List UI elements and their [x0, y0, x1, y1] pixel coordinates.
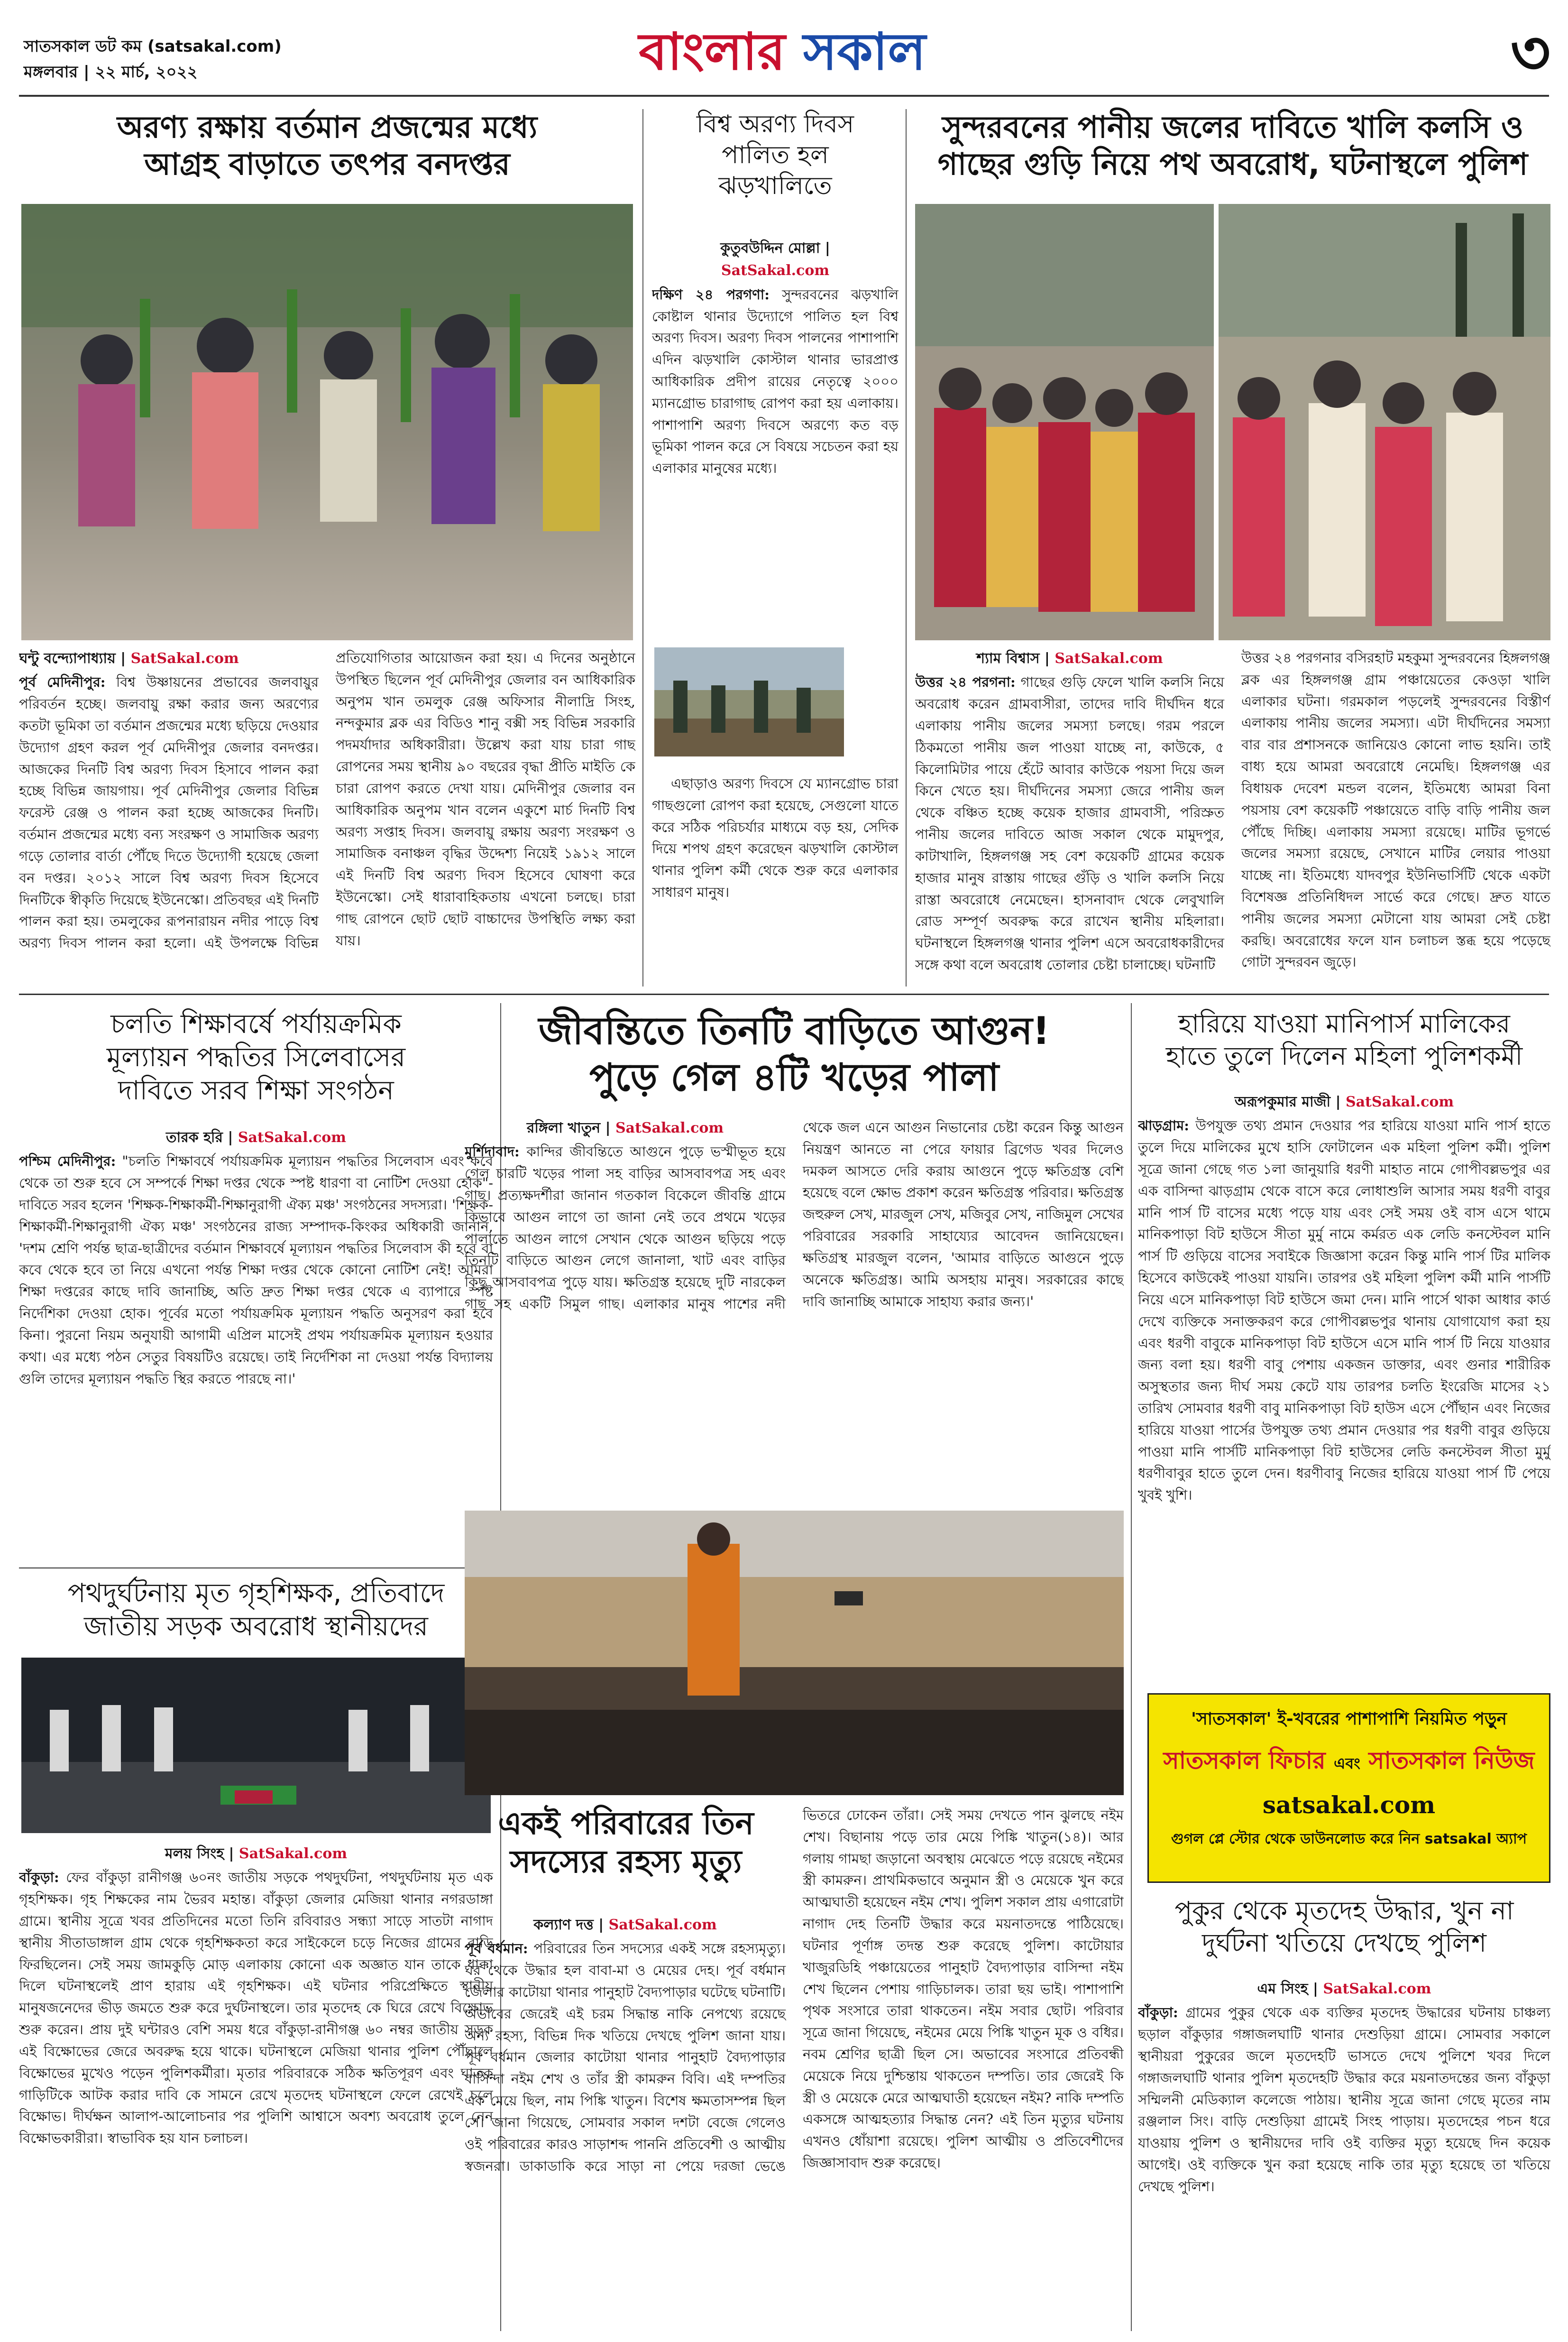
headline-line: বিশ্ব অরণ্য দিবস [696, 110, 854, 138]
photo-children-saplings [21, 204, 633, 640]
article-purse [1138, 1008, 1550, 1681]
article-text: গাছের গুড়ি ফেলে খালি কলসি নিয়ে অবরোধ করেন গ্রামবাসীরা, তাদের দাবি দীর্ঘদিন ধরে এলাকায় পানীয় জলের সমস্যা চলছে। গরম পরলে ঠিকমতো পানীয় জল পাওয়া যাচ্ছে না, কাউকে, ৫ কিলোমিটার পায়ে হেঁটে আবার কাউকে পয়সা দিয়ে জল কিনে খেতে হয়। দীর্ঘদিনের সমস্যা জেরে পানীয় জল থেকে বঞ্চিত হচ্ছে কয়েক হাজার গ্রামবাসী, পরিস্রুত পানীয় জলের দাবিতে আজ সকাল থেকে মামুদপুর, কাটাখালি, হিঙ্গলগঞ্জ সহ বেশ কয়েকটি গ্রামের কয়েক হাজার মানুষ রাস্তায় গাছের গুঁড়ি ও খালি কলসি নিয়ে রাস্তা অবরোধে নেমেছেন। হাসনাবাদ থেকে লেবুখালি রোড সম্পূর্ণ অবরুদ্ধ করে রাখেন স্থানীয় মহিলারা। ঘটনাস্থলে হিঙ্গলগঞ্জ থানার পুলিশ এসে অবরোধকারীদের সঙ্গে কথা বলে অবরোধ তোলার চেষ্টা চালাচ্ছে। ঘটনাটি [915, 674, 1224, 973]
byline-site: SatSakal.com [608, 1917, 717, 1933]
article-text: এছাড়াও অরণ্য দিবসে যে ম্যানগ্রোভ চারা গাছগুলো রোপণ করা হয়েছে, সেগুলো যাতে করে সঠিক পরিচর্যার মাধ্যমে বড় হয়, সেদিক দিয়ে শপথ গ্রহণ করেছেন ঝড়খালি কোস্টাল থানার পুলিশ কর্মী থেকে শুরু করে এলাকার সাধারণ মানুষ। [652, 775, 899, 901]
article-text: উত্তর ২৪ পরগনার বসিরহাট মহকুমা সুন্দরবনের হিঙ্গলগঞ্জ ব্লক এর হিঙ্গলগঞ্জ গ্রাম পঞ্চায়েতের কেওড়া খালি এলাকার ঘটনা। গরমকাল পড়লেই সুন্দরবনের বিস্তীর্ণ এলাকায় পানীয় জলের সমস্যা। এটা দীর্ঘদিনের সমস্যা বার বার প্রশাসনকে জানিয়েও কোনো লাভ হয়নি। তাই বাধ্য হয়ে আমরা অবরোধে নেমেছি। হিঙ্গলগঞ্জ এর বিধায়ক দেবেশ মন্ডল বলেন, ইতিমধ্যে আমরা বিনা পয়সায় বেশ কয়েকটি পঞ্চায়েতে বাড়ি বাড়ি পানীয় জল পৌঁছে দিচ্ছি। এলাকায় সমস্যা রয়েছে। মাটির ভূগর্ভে জলের সমস্যা রয়েছে, সেখানে মাটির লেয়ার পাওয়া যাচ্ছে না। ইতিমধ্যে যাদবপুর ইউনিভার্সিটি থেকে একটা বিশেষজ্ঞ প্রতিনিধিদল সার্ভে করে গেছে। দ্রুত যাতে পানীয় জলের সমস্যা মেটানো যায় আমরা সেই চেষ্টা করছি। অবরোধের ফলে যান চলাচল স্তব্ধ হয়ে পড়েছে গোটা সুন্দরবন জুড়ে। [1241, 650, 1550, 970]
article-jharkhali [652, 109, 899, 987]
photo-mangrove-planting [654, 647, 844, 756]
advert-box [1147, 1693, 1550, 1883]
byline [19, 1126, 493, 1149]
article-text: গ্রামের পুকুর থেকে এক ব্যক্তির মৃতদেহ উদ্ধারের ঘটনায় চাঞ্চল্য ছড়াল বাঁকুড়ার গঙ্গাজলঘাটি থানার দেশুড়িয়া গ্রামে। সোমবার সকালে স্থানীয়রা পুকুরের জলে মৃতদেহটি ভাসতে দেখে পুলিশে খবর দিলে গঙ্গাজলঘাটি থানার পুলিশ মৃতদেহটি উদ্ধার করে ময়নাতদন্তের জন্য বাঁকুড়া সম্মিলনী মেডিক্যাল কলেজে পাঠায়। স্থানীয় সূত্রে জানা গেছে মৃতের নাম রঞ্জলাল সিং। বাড়ি দেশুড়িয়া গ্রামেই সিংহ পাড়ায়। মৃতদেহের পচন ধরে যাওয়ায় পুলিশ ও স্থানীয়দের দাবি ওই ব্যক্তির মৃত্যু হয়েছে দিন কয়েক আগেই। ওই ব্যক্তিকে খুন করা হয়েছে নাকি তার মৃত্যু হয়েছে তা খতিয়ে দেখছে পুলিশ। [1138, 2004, 1550, 2194]
article-headline [19, 1008, 493, 1107]
advert-feature: সাতসকাল ফিচার [1163, 1747, 1326, 1774]
dateline-location: বাঁকুড়া: [1138, 2004, 1178, 2021]
article-body-bottom [652, 773, 899, 984]
byline-name: তারক হরি | [166, 1129, 233, 1146]
photo-road-blockade [915, 204, 1214, 640]
byline-name: শ্যাম বিশ্বাস | [976, 650, 1050, 667]
dateline-location: পূর্ব বর্ধমান: [465, 1940, 528, 1957]
article-text: সুন্দরবনের ঝড়খালি কোষ্টাল থানার উদ্যোগে পালিত হল বিশ্ব অরণ্য দিবস। অরণ্য দিবস পালনের পাশাপাশি এদিন ঝড়খালি কোস্টাল থানার ভারপ্রাপ্ত আধিকারিক প্রদীপ রায়ের নেতৃত্বে ২০০০ ম্যানগ্রোভ চারাগাছ রোপণ করা হয় এলাকায়। পাশাপাশি অরণ্য দিবসে অরণ্যে কত বড় ভূমিকা পালন করে সে বিষয়ে সচেতন করা হয় এলাকার মানুষের মধ্যে। [652, 286, 899, 477]
byline [465, 1117, 786, 1139]
headline-line: ঝড়খালিতে [718, 172, 832, 200]
dateline-location: দক্ষিণ ২৪ পরগণা: [652, 286, 770, 303]
headline-line: সুন্দরবনের পানীয় জলের দাবিতে খালি কলসি ও [942, 110, 1523, 145]
article-body [1138, 1978, 1550, 2329]
byline-site: SatSakal.com [130, 650, 239, 667]
section-divider [19, 994, 1549, 995]
article-body [465, 1117, 1124, 1506]
article-body [19, 1126, 493, 1558]
headline-line: দাবিতে সরব শিক্ষা সংগঠন [118, 1075, 394, 1106]
article-body [19, 647, 635, 982]
article-forest-youth [19, 109, 635, 987]
dateline-location: পূর্ব মেদিনীপুর: [19, 674, 106, 691]
column-divider [642, 109, 643, 987]
byline-site: SatSakal.com [1323, 1981, 1431, 1997]
article-body [915, 647, 1550, 982]
headline-line: পালিত হল [722, 141, 829, 169]
advert-products [1149, 1743, 1549, 1782]
byline-name: মলয় সিংহ | [165, 1845, 234, 1862]
masthead-site: সাতসকাল ডট কম (satsakal.com) [24, 37, 282, 56]
dateline-location: উত্তর ২৪ পরগনা: [915, 674, 1016, 691]
article-syllabus [19, 1008, 493, 1563]
column-divider [906, 109, 907, 987]
headline-line: চলতি শিক্ষাবর্ষে পর্যায়ক্রমিক [110, 1009, 402, 1040]
headline-line: অরণ্য রক্ষায় বর্তমান প্রজন্মের মধ্যে [117, 110, 538, 145]
article-headline [652, 109, 899, 202]
masthead-divider [19, 95, 1549, 97]
headline-line: আগ্রহ বাড়াতে তৎপর বনদপ্তর [144, 147, 510, 183]
article-mystery-death [465, 1805, 1124, 2331]
dateline-location: পশ্চিম মেদিনীপুর: [19, 1153, 116, 1170]
headline-line: পুকুর থেকে মৃতদেহ উদ্ধার, খুন না [1174, 1896, 1514, 1926]
byline [1138, 1978, 1550, 2000]
article-text: কান্দির জীবন্তিতে আগুনে পুড়ে ভস্মীভূত হয়ে গেল চারটি খড়ের পালা সহ বাড়ির আসবাবপত্র সহ এবং গাছ। প্রত্যক্ষদর্শীরা জানান গতকাল বিকেলে জীবন্তি গ্রামে কিভাবে আগুন লাগে তা জানা নেই তবে প্রথমে খড়ের পালাতে আগুন লাগে সেখান থেকে আগুন ছড়িয়ে পড়ে তিনটি বাড়িতে আগুন লেগে জানালা, খাট এবং বাড়ির কিছু আসবাবপত্র পুড়ে যায়। ক্ষতিগ্রস্ত হয়েছে দুটি নারকেল গাছ সহ একটি সিমুল গাছ। এলাকার মানুষ পাশের নদী থেকে জল এনে আগুন নিভানোর চেষ্টা করেন কিন্তু আগুন নিয়ন্ত্রণ আনতে না পেরে ফায়ার ব্রিগেড খবর দিলেও দমকল আসতে দেরি করায় আগুনে পুড়ে ক্ষতিগ্রস্ত বেশি হয়েছে বলে ক্ষোভ প্রকাশ করেন ক্ষতিগ্রস্ত পরিবার। ক্ষতিগ্রস্ত জহুরুল সেখ, মারজুল সেখ, মজিবুর সেখ, নাজিমুল সেখের পরিবারের সরকারি সাহায্যের আবেদন জানিয়েছেন। ক্ষতিগ্রস্থ মারজুল বলেন, 'আমার বাড়িতে আগুনে পুড়ে অনেকে ক্ষতিগ্রস্ত। আমি অসহায় মানুষ। সরকারের কাছে দাবি জানাচ্ছি আমাকে সাহায্য করার জন্য।' [465, 1119, 1124, 1312]
headline-line: দুর্ঘটনা খতিয়ে দেখছে পুলিশ [1202, 1927, 1486, 1958]
article-text: উপযুক্ত তথ্য প্রমান দেওয়ার পর হারিয়ে যাওয়া মানি পার্স হাতে তুলে দিয়ে মালিকের মুখে হাসি ফোটালেন এক মহিলা পুলিশ কর্মী। পুলিশ সূত্রে জানা গেছে গত ১লা জানুয়ারি ধরণী মাহাত নামে গোপীবল্লভপুর এর এক বাসিন্দা ঝাড়গ্রাম থেকে বাসে করে লোধাশুলি আসার সময় ধরণী বাবুর মানি পার্স টি বাসের মধ্যে পড়ে যায় এবং সেই সময় ওই বাস এসে থামে মানিকপাড়া বিট হাউসে সীতা মুর্মু নামে কর্মরত এক লেডি কনস্টেবল মানি পার্স টি গুড়িয়ে বাসের সবাইকে জিজ্ঞাসা করেন কিন্তু মানি পার্স টির মালিক হিসেবে কাউকেই পাওয়া যায়নি। তারপর ওই মহিলা পুলিশ কর্মী মানি পার্সটি নিয়ে এসে মানিকপাড়া বিট হাউসে জমা দেন। মানি পার্সে থাকা আধার কার্ড দেখে ব্যক্তিকে সনাক্তকরণ করে গোপীবল্লভপুর থানায় যোগাযোগ করা হয় এবং ধরণী বাবুকে মানিকপাড়া বিট হাউসে এসে মানি পার্স টি নিয়ে যাওয়ার জন্য বলা হয়। ধরণী বাবু পেশায় একজন ডাক্তার, এবং গুনার শারীরিক অসুস্থতার জন্য দীর্ঘ সময় কেটে যায় তারপর চলতি ইংরেজি মাসের ২১ তারিখ সোমবার ধরণী বাবু মানিকপাড়া বিট হাউস এসে পৌঁছান এবং নিজের হারিয়ে যাওয়া পার্সের উপযুক্ত তথ্য প্রমান দেওয়ার পর ধরণী বাবুর গুড়িয়ে পাওয়া মানি পার্সটি মানিকপাড়া বিট হাউসের লেডি কনস্টেবল সীতা মুর্মু ধরণীবাবুর হাতে তুলে দেন। ধরণীবাবু নিজের হারিয়ে যাওয়া পার্স টি পেয়ে খুবই খুশি। [1138, 1117, 1550, 1503]
headline-line: হারিয়ে যাওয়া মানিপার্স মালিকের [1178, 1009, 1510, 1039]
masthead-title [569, 21, 996, 83]
headline-spacer [465, 1805, 786, 1914]
headline-line: সদস্যের রহস্য মৃত্যু [510, 1843, 742, 1880]
byline [19, 647, 319, 670]
page-number: ৩ [1510, 17, 1550, 89]
article-headline [465, 1008, 1124, 1100]
advert-news: সাতসকাল নিউজ [1368, 1747, 1535, 1774]
byline-site: SatSakal.com [615, 1120, 724, 1136]
byline [465, 1914, 786, 1936]
advert-url[interactable]: satsakal.com [1262, 1791, 1436, 1819]
headline-line: জীবন্তিতে তিনটি বাড়িতে আগুন! [538, 1009, 1050, 1053]
byline-site: SatSakal.com [238, 1845, 348, 1862]
advert-and: এবং [1334, 1754, 1360, 1772]
byline-name: ঘন্টু বন্দ্যোপাধ্যায় | [19, 650, 126, 667]
byline-name: কল্যাণ দত্ত | [533, 1917, 604, 1933]
masthead-title-part2: সকাল [803, 22, 926, 82]
article-sundarban-water [915, 109, 1550, 987]
article-headline [915, 109, 1550, 183]
masthead [0, 0, 1568, 95]
dateline-location: ঝাড়গ্রাম: [1138, 1117, 1190, 1134]
article-text: পরিবারের তিন সদস্যের একই সঙ্গে রহস্যমৃত্যু। ঘর থেকে উদ্ধার হল বাবা-মা ও মেয়ের দেহ। পূর্ব বর্ধমান জেলার কাটোয়া থানার পানুহাট বৈদ্যপাড়ার ঘটেছে ঘটনাটি। অভাবের জেরেই এই চরম সিদ্ধান্ত নাকি নেপথ্যে রয়েছে অন্য রহস্য, বিভিন্ন দিক খতিয়ে দেখছে পুলিশ জানা যায়। পূর্ব বর্ধমান জেলার কাটোয়া থানার পানুহাট বৈদ্যপাড়ার বাসিন্দা নইম শেখ ও তাঁর স্ত্রী কামরুন বিবি। এই দম্পতির এক মেয়ে ছিল, নাম পিঙ্কি খাতুন। বিশেষ ক্ষমতাসম্পন্ন ছিল সে। জানা গিয়েছে, সোমবার সকাল দশটা বেজে গেলেও ওই পরিবারের কারও সাড়াশব্দ পাননি প্রতিবেশী ও আত্মীয় স্বজনরা। ডাকাডাকি করে সাড়া না পেয়ে দরজা ভেঙে ভিতরে ঢোকেন তাঁরা। সেই সময় দেখতে পান ঝুলছে নইম শেখ। বিছানায় পড়ে তার মেয়ে পিঙ্কি খাতুন(১৪)। আর গলায় গামছা জড়ানো অবস্থায় মেঝেতে পড়ে রয়েছে নইমের স্ত্রী কামরুন। প্রাথমিকভাবে অনুমান স্ত্রী ও মেয়েকে খুন করে আত্মঘাতী হয়েছেন নইম শেখ। পুলিশ সকাল প্রায় এগারোটা নাগাদ দেহ তিনটি উদ্ধার করে ময়নাতদন্তে পাঠিয়েছে। ঘটনার পূর্ণাঙ্গ তদন্ত শুরু করেছে পুলিশ। কাটোয়ার খাজুরডিহি পঞ্চায়েতের পানুহাট বৈদ্যপাড়ার বাসিন্দা নইম শেখ ছিলেন পেশায় গাড়িচালক। তারা ছয় ভাই। পাশাপাশি পৃথক সংসারে তারা থাকতেন। নইম সবার ছোট। পরিবার সূত্রে জানা গিয়েছে, নইমের মেয়ে পিঙ্কি খাতুন মূক ও বধির। নবম শ্রেণির ছাত্রী ছিল সে। অভাবের সংসারে প্রতিবন্ধী মেয়েকে নিয়ে দুশ্চিন্তায় থাকতেন দম্পতি। তার জেরেই কি স্ত্রী ও মেয়েকে মেরে আত্মঘাতী হয়েছেন নইম? নাকি দম্পতি একসঙ্গে আত্মহত্যার সিদ্ধান্ত নেন? এই তিন মৃত্যুর ঘটনায় এখনও ধোঁয়াশা রয়েছে। পুলিশ আত্মীয় ও প্রতিবেশীদের জিজ্ঞাসাবাদ শুরু করেছে। [465, 1807, 1124, 2174]
headline-line: একই পরিবারের তিন [498, 1805, 754, 1842]
section-divider [19, 1567, 493, 1568]
article-body [19, 1843, 493, 2331]
masthead-title-part1: বাংলার [639, 22, 786, 82]
byline-name: এম সিংহ | [1257, 1981, 1318, 1997]
byline-name: অরূপকুমার মাজী | [1234, 1094, 1341, 1110]
byline [915, 647, 1224, 670]
article-text: ফের বাঁকুড়া রানীগঞ্জ ৬০নং জাতীয় সড়কে পথদুর্ঘটনা, পথদুর্ঘটনায় মৃত এক গৃহশিক্ষক। গৃহ শিক্ষকের নাম ভৈরব মহান্ত। বাঁকুড়া জেলার মেজিয়া থানার নগরডাঙ্গা গ্রামে। স্থানীয় সূত্রে খবর প্রতিদিনের মতো তিনি রবিবারও সন্ধ্যা সাড়ে সাতটা নাগাদ স্থানীয় সীতাডাঙ্গাল গ্রাম থেকে গৃহশিক্ষকতা করে সাইকেলে চড়ে নিজের গ্রামের বাড়ি ফিরছিলেন। সেই সময় জামকুড়ি মোড় এলাকায় কোনো এক অজ্ঞাত যান তাকে ধাক্কা দিলে ঘটনাস্থলেই প্রাণ হারায় এই গৃহশিক্ষক। এই ঘটনার পরিপ্রেক্ষিতে স্থানীয় মানুষজনেদের ভীড় জমতে শুরু করে দুর্ঘটনাস্থলে। তার মৃতদেহ কে ঘিরে রেখে বিক্ষোভ শুরু করেন। প্রায় দুই ঘন্টারও বেশি সময় ধরে বাঁকুড়া-রানীগঞ্জ ৬০ নম্বর জাতীয় সড়ক এই বিক্ষোভের জেরে অবরুদ্ধ হয়ে থাকে। ঘটনাস্থলে মেজিয়া থানার পুলিশ পৌঁছালে বিক্ষোভের মুখেও পড়েন পুলিশকর্মীরা। মৃতার পরিবারকে সঠিক ক্ষতিপূরণ এবং ঘাতক গাড়িটিকে আটক করার দাবি কে সামনে রেখে মৃতদেহ ঘটনাস্থলে ফেলে রেখেই চলে বিক্ষোভ। দীর্ঘক্ষন আলাপ-আলোচনার পর পুলিশি আশ্বাসে অবশ্য অবরোধ তুলে নেন বিক্ষোভকারীরা। স্বাভাবিক হয় যান চলাচল। [19, 1869, 493, 2147]
advert-line1: 'সাতসকাল' ই-খবরের পাশাপাশি নিয়মিত পড়ুন [1191, 1709, 1507, 1729]
article-body [1138, 1091, 1550, 1679]
byline-site: SatSakal.com [238, 1129, 346, 1146]
byline [19, 1843, 493, 1865]
article-headline [19, 1577, 493, 1643]
byline-site: SatSakal.com [1345, 1094, 1454, 1110]
headline-line: জাতীয় সড়ক অবরোধ স্থানীয়দের [84, 1611, 428, 1642]
article-headline [1138, 1008, 1550, 1072]
article-text: "চলতি শিক্ষাবর্ষে পর্যায়ক্রমিক মূল্যায়ন পদ্ধতির সিলেবাস এবং কবে থেকে তা শুরু হবে সে সম্পর্কে শিক্ষা দপ্তর থেকে স্পষ্ট ধারণা বা নোটিশ দেওয়া হোক"- দাবিতে সরব হলেন 'শিক্ষক-শিক্ষাকর্মী-শিক্ষানুরাগী ঐক্য মঞ্চ' সংগঠনের সদস্যরা। 'শিক্ষক-শিক্ষাকর্মী-শিক্ষানুরাগী ঐক্য মঞ্চ' সংগঠনের রাজ্য সম্পাদক-কিংকর অধিকারী জানান, 'দশম শ্রেণি পর্যন্ত ছাত্র-ছাত্রীদের বর্তমান শিক্ষাবর্ষে মূল্যায়ন পদ্ধতির সিলেবাস কী হবে বা কবে থেকে হবে তা নিয়ে এখনো পর্যন্ত শিক্ষা দপ্তর থেকে কোনো নোটিশ নেই! আমরা শিক্ষা দপ্তরের কাছে দাবি জানাচ্ছি, অতি দ্রুত শিক্ষা দপ্তর থেকে এ ব্যাপারে স্পষ্ট নির্দেশিকা দেওয়া হোক। পূর্বের মতো পর্যায়ক্রমিক মূল্যায়ন পদ্ধতি অনুসরণ করা হবে কিনা। পুরনো নিয়ম অনুযায়ী আগামী এপ্রিল মাসেই প্রথম পর্যায়ক্রমিক মূল্যায়ন হওয়ার কথা। এর মধ্যে পঠন সেতুর বিষয়টিও রয়েছে। তাই নির্দেশিকা না দেওয়া পর্যন্ত বিদ্যালয় গুলি তাদের মূল্যায়ন পদ্ধতি স্থির করতে পারছে না।' [19, 1153, 493, 1387]
headline-line: হাতে তুলে দিলেন মহিলা পুলিশকর্মী [1165, 1041, 1523, 1071]
dateline-location: মুর্শিদাবাদ: [465, 1143, 520, 1160]
byline-name: কুতুবউদ্দিন মোল্লা | [720, 240, 830, 257]
column-divider [1131, 1003, 1132, 2331]
masthead-date: মঙ্গলবার | ২২ মার্চ, ২০২২ [24, 63, 198, 82]
article-headline [1138, 1895, 1550, 1959]
photo-burnt-straw [465, 1511, 1124, 1795]
byline [1138, 1091, 1550, 1113]
headline-line: পুড়ে গেল ৪টি খড়ের পালা [589, 1055, 999, 1099]
article-text: বিশ্ব উষ্ণায়নের প্রভাবের জলবায়ুর পরিবর্তন হচ্ছে। জলবায়ু রক্ষা করার জন্য অরণ্যের কতটা ভূমিকা তা বর্তমান প্রজন্মের মধ্যে ছড়িয়ে দেওয়ার উদ্যোগ গ্রহণ করল পূর্ব মেদিনীপুর জেলার বনদপ্তর। আজকের দিনটি বিশ্ব অরণ্য দিবস হিসাবে পালন করা হচ্ছে বিভিন্ন জায়গায়। পূর্ব মেদিনীপুর জেলার বিভিন্ন ফরেস্ট রেঞ্জ ও পালন করা হচ্ছে আজকের দিনটি। বর্তমান প্রজন্মের মধ্যে বন্য সংরক্ষণ ও সামাজিক অরণ্য গড়ে তোলার বার্তা পৌঁছে দিতে উদ্যোগী হয়েছে জেলা বন দপ্তর। ২০১২ সালে বিশ্ব অরণ্য দিবস হিসেবে দিনটিকে স্বীকৃতি দিয়েছে ইউনেস্কো। প্রতিবছর এই দিনটি পালন করা হয়। তমলুকের রূপনারায়ন নদীর পাড়ে বিশ্ব অরণ্য দিবস পালন করা হলো। এই উপলক্ষে বিভিন্ন প্রতিযোগিতার আয়োজন করা হয়। এ দিনের অনুষ্ঠানে উপস্থিত ছিলেন পূর্ব মেদিনীপুর জেলার বন আধিকারিক অনুপম খান তমলুক রেঞ্জ অফিসার নীলাদ্রি সিংহ, নন্দকুমার ব্লক এর বিডিও শানু বক্সী সহ বিভিন্ন সরকারি পদমর্যাদার অধিকারীরা। উল্লেখ করা যায় চারা গাছ রোপনের সময় স্থানীয় ৯০ বছরের বৃদ্ধা প্রীতি মাইতি কে চারা রোপণ করতে দেখা যায়। মেদিনীপুর জেলার বন আধিকারিক অনুপম খান বলেন একুশে মার্চ দিনটি বিশ্ব অরণ্য সপ্তাহ দিবস। জলবায়ু রক্ষায় অরণ্য সংরক্ষণ ও সামাজিক বনাঞ্চল বৃদ্ধির উদ্দেশ্য নিয়েই ১৯১২ সালে এই দিনটি বিশ্ব অরণ্য দিবস হিসেবে ঘোষণা করে ইউনেস্কো। সেই ধারাবাহিকতায় এখনো চলছে। চারা গাছ রোপনে ছোট ছোট বাচ্চাদের উপস্থিতি লক্ষ্য করা যায়। [19, 650, 635, 951]
dateline-location: বাঁকুড়া: [19, 1869, 59, 1886]
photo-road-blockade-wide [1219, 204, 1550, 640]
article-headline [19, 109, 635, 183]
article-pond-body [1138, 1895, 1550, 2331]
byline-site: SatSakal.com [1055, 650, 1163, 667]
photo-road-accident [21, 1658, 491, 1833]
byline [652, 237, 899, 282]
headline-line: গাছের গুড়ি নিয়ে পথ অবরোধ, ঘটনাস্থলে পুলিশ [937, 147, 1528, 183]
headline-line: মূল্যায়ন পদ্ধতির সিলেবাসের [106, 1042, 406, 1073]
byline-site: SatSakal.com [721, 262, 830, 279]
advert-download-text: গুগল প্লে স্টোর থেকে ডাউনলোড করে নিন [1171, 1831, 1420, 1847]
advert-app-name: satsakal [1424, 1831, 1492, 1847]
byline-name: রঙ্গিলা খাতুন | [526, 1120, 611, 1136]
advert-download [1149, 1827, 1549, 1852]
article-body [465, 1805, 1124, 2331]
article-fire [465, 1008, 1124, 1800]
headline-line: পথদুর্ঘটনায় মৃত গৃহশিক্ষক, প্রতিবাদে [67, 1578, 445, 1609]
article-road-accident [19, 1577, 493, 2331]
advert-app-word: অ্যাপ [1496, 1831, 1527, 1847]
